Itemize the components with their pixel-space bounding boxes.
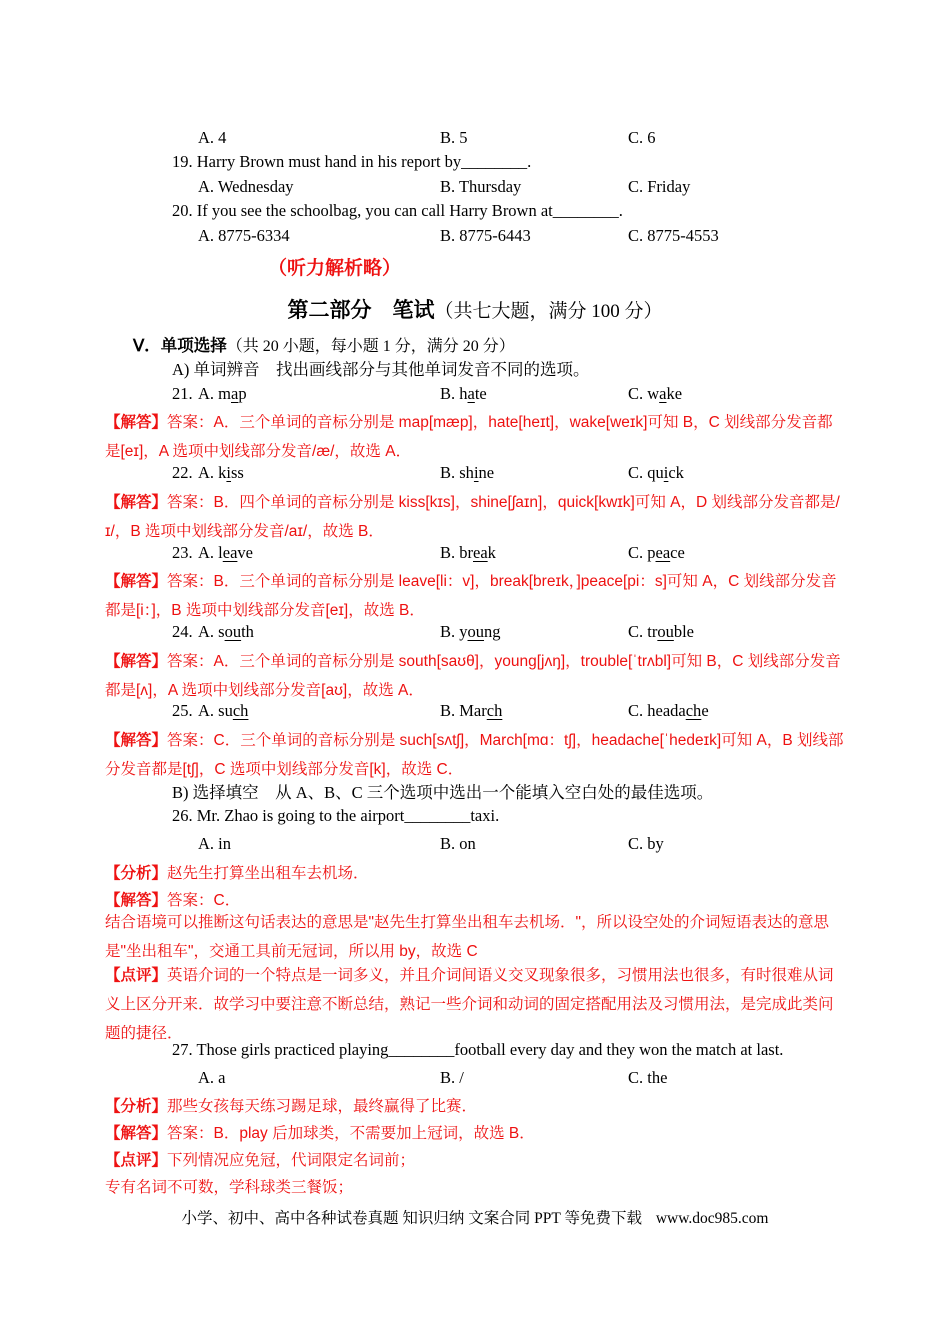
section-heading-sub: （共七大题，满分 100 分） — [434, 301, 663, 322]
section-heading — [0, 294, 950, 324]
option-b: B. break — [440, 543, 496, 562]
explanation-21: 【解答】答案：A．三个单词的音标分别是 map[mæp]，hate[heɪt]，wake[weɪk]可知 B，C 划线部分发音都是[eɪ]，A 选项中划线部分发音/æ/，故选 A． — [105, 414, 833, 460]
option-a: A. in — [198, 834, 231, 853]
option-a: A. 4 — [198, 128, 227, 147]
analysis-27: 【分析】那些女孩每天练习踢足球，最终赢得了比赛． — [105, 1098, 478, 1115]
section-heading-main: 第二部分 笔试 — [287, 298, 435, 322]
question-27 — [0, 1040, 950, 1066]
comment-tag: 【点评】 — [105, 967, 168, 984]
question-25-row — [0, 701, 950, 727]
option-a: A. Wednesday — [198, 177, 294, 196]
answer-tag: 【解答】 — [105, 1125, 168, 1142]
question-number: 25. — [172, 701, 193, 720]
answer-tag: 【解答】 — [105, 494, 168, 511]
options-row-20 — [0, 226, 950, 252]
listening-note: （听力解析略） — [268, 258, 402, 279]
answer-tag: 【解答】 — [105, 653, 168, 670]
task-a-instruction: A) 单词辨音 找出画线部分与其他单词发音不同的选项。 — [172, 360, 590, 379]
answer-tag: 【解答】 — [105, 892, 168, 909]
option-b: B. Thursday — [440, 177, 522, 196]
option-c: C. trouble — [628, 622, 695, 641]
part5-title-main: Ⅴ．单项选择 — [133, 336, 227, 355]
option-b: B. young — [440, 622, 501, 641]
question-text: 20. If you see the schoolbag, you can call Harry Brown at________. — [172, 201, 623, 220]
explanation-24: 【解答】答案：A．三个单词的音标分别是 south[saʊθ]，young[jʌŋ]，trouble[ˈtrʌbl]可知 B，C 划线部分发音都是[ʌ]，A 选项中划线部分发音[aʊ]，故选 A． — [105, 653, 841, 699]
question-19 — [0, 152, 950, 178]
options-row-26 — [0, 834, 950, 860]
option-c: C. Friday — [628, 177, 691, 196]
option-b: B. shine — [440, 463, 495, 482]
question-number: 24. — [172, 622, 193, 641]
analysis-26: 【分析】赵先生打算坐出租车去机场． — [105, 865, 369, 882]
question-24-row — [0, 622, 950, 648]
option-c: C. peace — [628, 543, 685, 562]
question-text: 27. Those girls practiced playing________football every day and they won the match at last. — [172, 1040, 784, 1059]
analysis-tag: 【分析】 — [105, 865, 168, 882]
comment-tag: 【点评】 — [105, 1152, 168, 1169]
question-number: 22. — [172, 463, 193, 482]
option-a: A. a — [198, 1068, 226, 1087]
option-a: A. kiss — [198, 463, 244, 482]
answer-26-detail: 结合语境可以推断这句话表达的意思是"赵先生打算坐出租车去机场．"，所以设空处的介词短语表达的意思是"坐出租车"，交通工具前无冠词，所以用 by，故选 C — [105, 914, 830, 960]
explanation-25: 【解答】答案：C．三个单词的音标分别是 such[sʌtʃ]，March[mɑ：tʃ]，headache[ˈhedeɪk]可知 A，B 划线部分发音都是[tʃ]，C 选项中划线部分发音[k]，故选 C． — [105, 732, 844, 778]
options-row-18 — [0, 128, 950, 154]
part5-title — [133, 332, 515, 356]
option-c: C. 6 — [628, 128, 656, 147]
question-text: 26. Mr. Zhao is going to the airport________taxi. — [172, 806, 500, 825]
options-row-27 — [0, 1068, 950, 1094]
comment-27: 【点评】下列情况应免冠，代词限定名词前； — [105, 1152, 416, 1169]
question-number: 23. — [172, 543, 193, 562]
footer-text: 小学、初中、高中各种试卷真题 知识归纳 文案合同 PPT 等免费下载 — [181, 1210, 642, 1227]
option-a: A. 8775-6334 — [198, 226, 290, 245]
comment-27-line2: 专有名词不可数，学科球类三餐饭； — [105, 1179, 354, 1196]
option-c: C. 8775-4553 — [628, 226, 719, 245]
task-b-instruction: B) 选择填空 从 A、B、C 三个选项中选出一个能填入空白处的最佳选项。 — [172, 783, 714, 802]
footer — [0, 1206, 950, 1228]
part5-title-sub: （共 20 小题，每小题 1 分，满分 20 分） — [226, 338, 515, 355]
option-b: B. 5 — [440, 128, 468, 147]
question-20 — [0, 201, 950, 227]
footer-url: www.doc985.com — [655, 1210, 769, 1227]
option-c: C. quick — [628, 463, 684, 482]
explanation-22: 【解答】答案：B．四个单词的音标分别是 kiss[kɪs]，shine[ʃaɪn]，quick[kwɪk]可知 A，D 划线部分发音都是/ɪ/，B 选项中划线部分发音/aɪ/，故选 B． — [105, 494, 840, 540]
option-c: C. the — [628, 1068, 668, 1087]
option-b: B. March — [440, 701, 503, 720]
explanation-23: 【解答】答案：B．三个单词的音标分别是 leave[li：v]，break[breɪk，]peace[pi：s]可知 A，C 划线部分发音都是[i：]，B 选项中划线部分发音[eɪ]，故选 B． — [105, 573, 837, 619]
answer-26: 【解答】答案：C． — [105, 892, 241, 909]
option-a: A. such — [198, 701, 249, 720]
option-b: B. 8775-6443 — [440, 226, 531, 245]
option-b: B. hate — [440, 384, 487, 403]
question-number: 21. — [172, 384, 193, 403]
question-text: 19. Harry Brown must hand in his report by________. — [172, 152, 532, 171]
option-a: A. leave — [198, 543, 253, 562]
analysis-tag: 【分析】 — [105, 1098, 168, 1115]
question-22-row — [0, 463, 950, 489]
option-a: A. south — [198, 622, 254, 641]
options-row-19 — [0, 177, 950, 203]
answer-tag: 【解答】 — [105, 414, 168, 431]
option-c: C. headache — [628, 701, 709, 720]
answer-27: 【解答】答案：B．play 后加球类，不需要加上冠词，故选 B． — [105, 1125, 535, 1142]
question-21-row — [0, 384, 950, 410]
answer-tag: 【解答】 — [105, 732, 168, 749]
question-26 — [0, 806, 950, 832]
comment-26: 【点评】英语介词的一个特点是一词多义，并且介词间语义交叉现象很多，习惯用法也很多，有时很难从词义上区分开来．故学习中要注意不断总结，熟记一些介词和动词的固定搭配用法及习惯用法，是完成此类问题的捷径． — [105, 967, 834, 1042]
answer-tag: 【解答】 — [105, 573, 168, 590]
option-b: B. / — [440, 1068, 464, 1087]
option-c: C. wake — [628, 384, 683, 403]
question-23-row — [0, 543, 950, 569]
option-c: C. by — [628, 834, 664, 853]
option-b: B. on — [440, 834, 476, 853]
option-a: A. map — [198, 384, 247, 403]
